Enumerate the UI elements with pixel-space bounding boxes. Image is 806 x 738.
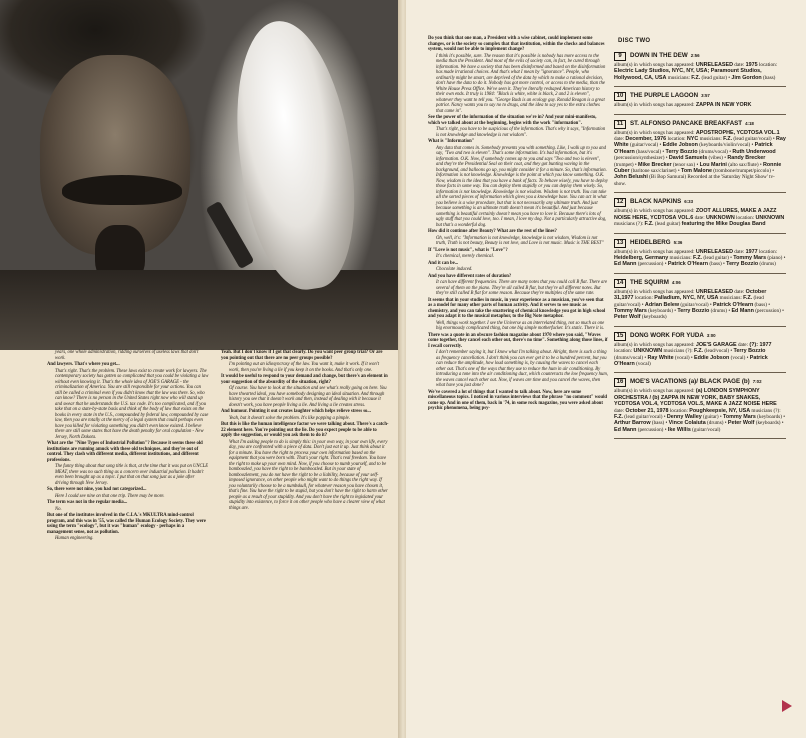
track-title: BLACK NAPKINS: [630, 198, 682, 206]
credit-value: Randy Brecker: [727, 155, 766, 162]
credit-value: UNKNOWN: [705, 214, 735, 221]
interview-question: Yeah. But I don't know if I got that clearly. Do you want peer group trial? Or are you pointing out that there are no peer groups possible?: [221, 350, 383, 361]
credit-label: musicians:: [668, 254, 694, 261]
track-number: 15: [614, 332, 626, 341]
credit-label: (lead guitar/vocal) •: [622, 414, 667, 420]
track-number: 10: [614, 92, 626, 101]
credit-value: ZAPPA IN NEW YORK: [695, 102, 752, 109]
credit-label: date:: [732, 248, 746, 255]
track-number: 9: [614, 52, 626, 61]
track-credits: [614, 388, 786, 433]
credit-value: Eddie Jobson: [693, 354, 730, 361]
credit-value: Ed Mann: [614, 261, 637, 268]
track-title: DOWN IN THE DEW: [630, 52, 688, 59]
credit-label: musicians:: [718, 295, 744, 302]
credit-label: album(s) in which songs has appeared:: [614, 248, 696, 255]
track-number: 14: [614, 279, 626, 288]
interview-question: So, there were not nine, you had not categorized...: [47, 487, 147, 492]
track-credits: [614, 289, 786, 321]
credit-label: location:: [734, 214, 756, 221]
credit-label: location:: [666, 136, 687, 143]
interview-question: The term was not in the regular media...: [47, 500, 128, 505]
track-number: 12: [614, 198, 626, 207]
credit-value: Patrick O'Hearn: [614, 142, 773, 155]
credit-value: Denny Walley: [666, 414, 702, 420]
track-heading: [614, 378, 786, 387]
credit-value: UNRELEASED: [695, 248, 733, 255]
interview-question: But one of the institutes involved in the C.I.A.'s MKULTRA mind-control program, and this was in '55, was called the Human Ecology Society. They were using the term "ecology", but it was "human" ecology - perhaps in a management sense, not as pollution.: [47, 513, 206, 535]
credit-value: Heidelberg, Germany: [614, 254, 669, 261]
credit-value: Patrick O'Hearn: [713, 301, 754, 308]
credit-label: (drums) •: [705, 420, 728, 427]
track-heading: [614, 332, 786, 341]
credit-value: Vince Colaiuta: [668, 420, 706, 427]
track-title: MOE'S VACATIONS (a)/ BLACK PAGE (b): [630, 378, 750, 386]
credit-value: October 21, 1978: [625, 407, 669, 414]
credit-label: (guitar/vocal) •: [679, 301, 714, 308]
interview-answer: Any data that comes in. Somebody presents you with something. Like, I walk up to you and say, "Two and two is eleven". That's some information. It's bad information, but it's information. O.K. Now, if somebody comes up to you and says "Two and two is eleven", and they're the Presidential Seal on their coat, and they got bunting waving in the background, and balloons go up, you might consider it for a minute. So, that's information. Information is not knowledge. Knowledge is the point at which you know something. O.K. Now, wisdom is the idea that you have a bank of facts. To behave wisely, you have to deploy those facts in some way. You can deploy them stupidly or you can deploy them wisely. So, information is not knowledge. Knowledge is not wisdom. Wisdom is not truth. You can take all the sorted pieces of information which gives you a knowledge base. You can act in what you believe is a wise procedure, but that is not necessarily any ultimate truth. And just because something is an ultimate truth doesn't mean it's beautiful. And just because something is beautiful certainly doesn't mean you have to love it. Because there's lots of ugly stuff that you could love, too. I mean, I love my dog. Not a particularly attractive dog, but that's a wonderful dog.: [436, 145, 608, 228]
credit-label: date:: [693, 214, 706, 221]
track-title: ST. ALFONSO PANCAKE BREAKFAST: [630, 119, 743, 127]
credit-label: (keyboards) •: [754, 420, 784, 427]
track-duration: 2:56: [690, 53, 700, 58]
credit-value: John Belushi: [614, 174, 648, 181]
interview-answer: It can have different frequencies. There are many notes that you could call B flat. There are several of them on the piano. They're all called B flat, but they're all different notes. But they're still called B flat for some reason. Because they're multiples of the same rate.: [436, 280, 608, 296]
credit-value: UNKNOWN: [755, 214, 785, 221]
photo-bird-beak: [206, 201, 255, 270]
credit-label: (bass) •: [650, 420, 669, 427]
credit-label: (percussion) •: [636, 426, 668, 433]
credit-label: album(s) in which songs has appeared:: [614, 62, 696, 68]
credit-value: October 31,1977: [614, 288, 767, 302]
credit-label: (keyboards) •: [755, 414, 786, 420]
track-duration: 4:06: [671, 279, 681, 285]
credit-value: Terry Bozzio: [677, 307, 710, 314]
credit-value: Peter Wolf: [614, 314, 641, 321]
credit-value: Ronnie Cuber: [614, 161, 782, 175]
credit-label: location:: [633, 295, 655, 302]
credit-value: F.Z.: [694, 348, 704, 355]
track-entry: [614, 378, 786, 439]
credit-value: Ed Mann: [614, 426, 637, 433]
credit-value: Poughkeepsie, NY, USA: [689, 407, 751, 414]
credit-value: Eddie Jobson: [662, 142, 698, 149]
interview-answer: Here I could see nine on that one trip. There may be more.: [55, 493, 165, 499]
credit-label: musicians:: [666, 74, 692, 81]
interview-column-left-2: [221, 350, 389, 512]
credit-label: (Bi Bop Samurai) Recorded at the 'Saturday Night Show' tv-show.: [614, 174, 775, 187]
credit-label: date:: [614, 407, 626, 414]
credit-label: album(s) in which songs has appeared:: [614, 388, 696, 395]
track-title: THE SQUIRM: [630, 278, 669, 286]
interview-answer: Well, things work together. I see the Universe as an interrelated thing, not so much as one big enormously complicated thing, but one big simple motherfucker. It's static. There it is.: [436, 320, 605, 331]
track-credits: [614, 102, 786, 108]
interview-answer: That's right. That's the problem. These laws exist to create work for lawyers. The contemporary society has gotten so complicated that you could be violating a law without even knowing it. That's the whole idea of JOE'S GARAGE - the criminalization of America. You are still responsible for your actions. You can still be called a criminal even if you didn't know that the law was there. So, who can know? There is no person in the United States right now who will stand up and swear that he understands the U.S. tax code. It's too complicated, and if you take that on a state-by-state basis and think of the body of law that exists on the books in every state in the U.S., compounded by federal law, compounded by case law, then you are totally at the mercy of a legal system that could perhaps even have you killed for violating something you didn't even know existed. I believe there are still some states that have the death penalty for oral copulation - New Jersey, North Dakota.: [55, 368, 209, 440]
credit-value: Terry Bozzio: [726, 261, 759, 268]
credit-label: (keyboards): [640, 314, 667, 321]
track-entry: [614, 92, 786, 114]
track-title: DONG WORK FOR YUDA: [630, 331, 704, 339]
credit-label: (guitar/vocal): [690, 426, 721, 433]
credit-label: (keyboards) •: [646, 307, 678, 314]
credit-value: F.Z.: [691, 74, 701, 81]
credit-label: (vibes) •: [707, 155, 728, 162]
credit-label: date:: [732, 288, 746, 295]
credit-label: (drums/vocal) •: [697, 148, 733, 155]
interview-answer: Oh, well, it's: "Information is not knowledge, knowledge is not wisdom, Wisdom is not truth, Truth is not beauty, Beauty is not love, and Love is not music. Music is THE BEST": [436, 235, 604, 246]
credit-value: UNKNOWN: [633, 348, 663, 355]
credit-value: F.Z.: [644, 221, 654, 228]
credit-value: APOSTROPHE, YCDTOSA VOL.1: [695, 129, 780, 136]
track-number: 13: [614, 239, 626, 248]
credit-label: location:: [668, 407, 690, 414]
credit-label: location:: [614, 348, 634, 355]
credit-value: Peter Wolf: [727, 420, 755, 427]
credit-label: date:: [614, 136, 626, 143]
interview-question: Do you think that one man, a President with a wise cabinet, could implement some changes, or is the society so complex that that institution, within the checks and balances system, would not be able to implement change?: [428, 36, 605, 52]
credit-value: NYC: [686, 136, 699, 143]
interview-question: There was a quote in an obscure fashion magazine about 1970 where you said, "Waves come together, they cancel each other out, there's no time". Something along those lines, if I recall correctly.: [428, 332, 608, 349]
track-heading: [614, 279, 786, 288]
track-entry: [614, 52, 786, 87]
credit-label: (bass): [761, 74, 776, 81]
credit-label: (vocal) •: [673, 354, 694, 361]
credit-value: Ray White: [647, 354, 674, 361]
track-duration: 7:02: [752, 379, 762, 385]
credit-label: album(s) in which songs has appeared:: [614, 208, 696, 215]
credit-value: Terry Bozzio: [733, 348, 766, 355]
credit-value: F.Z.: [614, 414, 623, 420]
credit-label: (bass) •: [708, 261, 727, 268]
interview-answer: I don't remember saying it, but I know what I'm talking about. Alright, there is such a thing as frequency cancellation. I don't think you can ever get it to be a hundred percent, but you can reduce the amplitude, how loud something is, by causing the waves to cancel each other out. That's one of the ways that they use to reduce the hum in air conditioning. By introducing a tone into the air conditioning duct, which counteracts the low frequency hum, the waves cancel each other out. Now, if waves are time and you cancel the waves, then what have you just done?: [436, 350, 608, 388]
credit-value: Lou Marini: [699, 161, 727, 168]
interview-answer: It's chemical, merely chemical.: [436, 254, 494, 259]
interview-answer: Human engineering.: [55, 536, 94, 541]
credit-value: JOE'S GARAGE: [695, 341, 737, 348]
next-page-arrow-icon: [782, 700, 792, 712]
credit-value: Jim Gordon: [731, 74, 762, 81]
interview-question: It would be useful to respond to your demand and change, but there's an element in your suggestion of the absurdity of the situation, right?: [221, 374, 388, 385]
right-page: [406, 0, 806, 738]
credit-value: Tommy Mars: [722, 414, 756, 420]
credit-value: Tommy Mars: [614, 307, 647, 314]
credit-label: musicians (?):: [750, 407, 781, 414]
credit-label: (piano) •: [766, 254, 786, 261]
credit-label: (vocal) •: [729, 354, 750, 361]
track-entry: [614, 332, 786, 374]
interview-question: And you have different rates of duration?: [428, 273, 512, 279]
track-number: 11: [614, 120, 626, 129]
credit-label: (alto sax/flute) •: [726, 161, 763, 168]
track-entry: [614, 279, 786, 327]
photo-mustache: [62, 175, 182, 205]
credit-value: F.Z.: [743, 295, 753, 302]
interview-answer: That's right, you have to be suspicious of the information. That's why it says, "Information is not knowledge and knowledge is not wisdom".: [436, 127, 606, 138]
credit-value: UNRELEASED: [695, 288, 733, 295]
credit-value: Ray White: [614, 136, 786, 149]
credit-label: musicians (?):: [614, 221, 645, 228]
credit-label: (tenor sax) •: [671, 161, 700, 168]
track-credits: [614, 62, 786, 81]
credit-value: 1977: [745, 248, 758, 255]
credit-value: (?): 1977: [749, 341, 772, 348]
track-duration: 5:36: [673, 239, 683, 245]
credit-label: (keyboards/violin/vocal) •: [697, 142, 755, 149]
track-heading: [614, 239, 786, 248]
credit-label: (lead guitar/vocal) •: [732, 136, 776, 143]
credit-value: Tommy Mars: [733, 254, 767, 261]
interview-answer: Chocolate induced.: [436, 267, 473, 272]
credit-label: (drums): [758, 261, 776, 268]
interview-answer: I think it's possible, sure. The reason that it's possible is nobody has more access to the media than the President. And most of the evils of society can, in fact, be cured through information. We have a society that has been disinformed and based on the disinformation has made irrational choices. And that's what I mean by "ignorance". People, who ordinarily might be smart, are deprived of the data by which to make a rational decision, don't have the data to do it. Nobody has got more control, or access to the media, than the White House Press Office. We've seen it. They've literally reshaped American history to their own ends. It truly is 1984: "Black is white, white is black, 2 and 2 is eleven", whatever they want to tell you. "George Bush is an ecology guy. Ronald Reagan is a great patriot. Nancy wants you to say no to drugs, and the idea to say yes to the extra clothes that came in".: [436, 53, 606, 114]
track-heading: [614, 92, 786, 101]
credit-label: (drums) •: [709, 307, 732, 314]
credit-value: ZOOT ALLURES, MAKE A JAZZ NOISE HERE, YCDTOSA VOL.6: [614, 208, 777, 221]
track-duration: 6:33: [684, 199, 694, 205]
credit-value: December, 1976: [625, 136, 667, 143]
credit-label: (percussion/synthesizer) •: [614, 155, 669, 162]
credit-value: Ruth Underwood: [732, 148, 776, 155]
credit-label: location:: [757, 62, 778, 68]
credit-label: location:: [757, 248, 778, 255]
interview-column-right: [428, 36, 608, 413]
track-number: 16: [614, 378, 626, 387]
credit-value: Tom Malone: [680, 168, 712, 175]
credit-label: musicians (?):: [662, 348, 695, 355]
credit-value: Mike Brecker: [638, 161, 672, 168]
credit-value: Ike Willis: [667, 426, 691, 433]
interview-answer: I'm pointing out an idiosyncrasy of the law. You want it, make it work. If it won't work, then you're living a lie if you keep it on the books. And that's only one.: [229, 362, 380, 373]
credit-label: (lead guitar/vocal) •: [614, 295, 764, 308]
credit-value: Adrian Belew: [644, 301, 680, 308]
interview-question: If "Love is not music", what is "Love"?: [428, 247, 508, 253]
credit-label: (guitar/vocal) •: [628, 142, 663, 149]
interview-column-left-1: [47, 350, 209, 543]
interview-answer: Yeah, but it doesn't solve the problem. It's like popping a pimple.: [229, 415, 350, 421]
credit-value: featuring the Mike Douglas Band: [681, 221, 766, 228]
credit-label: (guitar) •: [701, 414, 723, 420]
left-page: [0, 0, 402, 738]
track-entry: [614, 198, 786, 233]
credit-label: album(s) in which songs has appeared:: [614, 129, 696, 136]
interview-question: It seems that in your studies in music, in your experience as a musician, you've seen that as a model for many other parts of human activity. And it serves to see music as chemistry, and you can take the smattering of chemical knowledge you got in high school and you adapt it to the musical metaphor, to the Big Note metaphor.: [428, 297, 606, 319]
track-duration: 3:57: [701, 93, 710, 99]
credit-label: (bass/vocal) •: [634, 148, 666, 155]
track-duration: 3:00: [706, 332, 716, 338]
interview-answer: What I'm asking people to do is simply this: in your own way, in your own life, every day, you are confronted with a piece of data. Don't just eat it up. Just think about it for a minute. You have the right to process your own information based on the equipment that you were born with. That's your right. That's real freedom. You have the right to make up your own mind. Now, if you choose to numb yourself, and to be bamboozled, you have the right to be bamboozled. But in your state of bamboozlement, you do not have the right to be a liability, because of your self-imposed ignorance, on other people who might want to do things the right way. If you voluntarily choose to be a numbskull, for whatever reason you have chosen it, that's fine. You have the right to be stupid, but you don't have the right to harm other people as a result of your stupidity. And you don't have the right to legislated your stupidity into existence, to force it on other people who have a clearer view of what things are.: [229, 439, 388, 511]
credit-label: (drums/vocal) •: [614, 354, 648, 361]
interview-question: And humour. Pointing it out creates laughter which helps relieve stress so...: [221, 409, 371, 414]
credit-value: UNRELEASED: [695, 62, 733, 68]
credit-label: musicians:: [698, 136, 724, 143]
track-credits: [614, 208, 786, 227]
credit-label: (lead/vocal) •: [703, 348, 734, 355]
disc-title: DISC TWO: [618, 38, 651, 44]
interview-answer: No.: [55, 506, 62, 512]
portrait-photo: [0, 0, 402, 346]
track-credits: [614, 342, 786, 368]
interview-question: How did it continue after Beauty? What are the rest of the lines?: [428, 229, 557, 234]
track-entry: [614, 120, 786, 194]
credit-label: (bass) •: [753, 301, 771, 308]
interview-question: And it can be...: [428, 260, 459, 266]
credit-value: Patrick O'Hearn: [667, 261, 709, 268]
credit-label: date:: [736, 341, 750, 348]
credit-value: F.Z.: [723, 136, 733, 143]
track-listing: [614, 38, 786, 444]
track-entry: [614, 239, 786, 274]
credit-value: Palladium, NYC, NY, USA: [654, 295, 719, 302]
interview-answer: The funny thing about that song title is that, at the time that it was put on UNCLE MEAT, there was no such thing as a concern over industrial pollution. It hadn't even been brought up as a topic. I put that on that song just as a joke after driving through New Jersey.: [55, 464, 209, 486]
credit-label: album(s) in which songs has appeared:: [614, 288, 696, 295]
track-heading: [614, 198, 786, 207]
credit-value: 1975: [745, 62, 758, 68]
track-credits: [614, 130, 786, 188]
interview-question: But this is like the human intelligence factor we were talking about. There's a catch-22 element here. You're pointing out the lie. Do you expect people to be able to apply the suggestion, or would you ask them to do it?: [221, 422, 389, 438]
photo-shoulder: [0, 270, 402, 350]
credit-value: David Samuels: [668, 155, 708, 162]
track-heading: [614, 52, 786, 61]
credit-label: album(s) in which songs has appeared:: [614, 341, 696, 348]
interview-question: What is "Information": [428, 139, 475, 144]
credit-value: Electric Lady Studios, NYC, NY, USA; Paramount Studios, Hollywood, CA, USA: [614, 68, 762, 81]
track-title: THE PURPLE LAGOON: [630, 92, 699, 100]
credit-label: (trumpet) •: [614, 161, 638, 168]
interview-question: And lawyers. That's where you get...: [47, 362, 120, 367]
credit-value: Ed Mann: [731, 307, 754, 314]
track-credits: [614, 249, 786, 268]
credit-value: Terry Bozzio: [665, 148, 698, 155]
credit-label: (vocal): [634, 360, 651, 367]
interview-answer: Of course. You have to look at the situation and see what's really going on here. You have thwarted ideal, you have somebody designing an ideal situation. And through history you see that it doesn't work and then, instead of dealing with it because it doesn't work, you have people living a lie. And living a lie creates stress.: [229, 386, 387, 408]
track-list: [614, 52, 786, 439]
interview-question: See the power of the information of the situation we're in? And your mini-manifesto, which we talked about at the beginning, begins with the work "information".: [428, 115, 597, 126]
track-duration: 4:18: [745, 120, 754, 126]
credit-label: (lead guitar): [653, 221, 682, 228]
credit-label: (lead guitar) •: [700, 74, 732, 81]
credit-label: date:: [732, 62, 746, 68]
track-title: HEIDELBERG: [630, 238, 671, 246]
credit-value: Patrick O'Hearn: [614, 354, 768, 367]
credit-value: Arthur Barrow: [614, 420, 651, 427]
credit-label: (trombone/trumpet/piccolo) •: [712, 168, 775, 175]
interview-question: We've covered a lot of things that I wanted to talk about. Now, here are some miscellaneous topics. I noticed in various interviews that the phrase "no comment" would come up. And in one of them, back in '74, in some rock magazine, you were asked about psychic phenomena, being psy-: [428, 389, 608, 411]
track-heading: [614, 120, 786, 129]
credit-value: (a) LONDON SYMPHONY ORCHESTRA / (b) ZAPPA IN NEW YORK, BABY SNAKES, YCDTOSA VOL.4, YCDTOSA VOL.5, MAKE A JAZZ NOISE HERE: [614, 388, 777, 408]
credit-label: album(s) in which songs has appeared:: [614, 102, 696, 109]
interview-question: What are the "Nine Types of Industrial Pollution"? Because it seems these old institutions are running amuck with these old techniques, and they're out of control. They clash with different media, different institutions, and different professions.: [47, 441, 203, 463]
interview-answer: years, one whole administration, ridding ourselves of useless laws that don't work.: [55, 350, 199, 361]
credit-label: (percussion) •: [753, 307, 784, 314]
credit-label: (baritone sax/clarinet) •: [629, 168, 681, 175]
credit-label: (lead guitar) •: [702, 254, 734, 261]
credit-value: F.Z.: [693, 254, 703, 261]
credit-label: (percussion) •: [636, 261, 668, 268]
